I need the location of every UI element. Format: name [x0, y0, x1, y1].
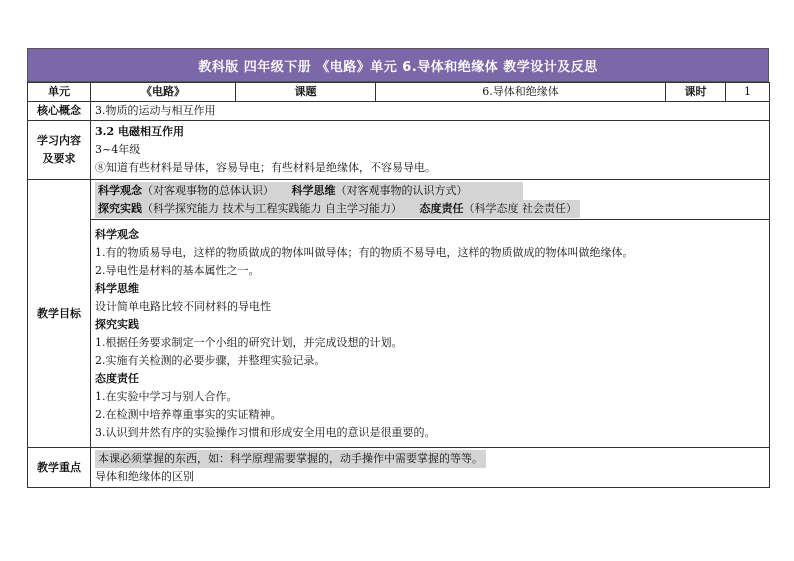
literacy-line2: [95, 200, 765, 218]
key-points-note-line: [95, 450, 765, 468]
requirements-content: [91, 121, 770, 180]
literacy-science-thinking: 科学思维: [291, 183, 336, 197]
goal-item: 1.在实验中学习与别人合作。: [95, 389, 238, 403]
requirements-label-line2: 及要求: [42, 152, 76, 165]
goal-item: 设计简单电路比较不同材料的导电性: [95, 299, 271, 313]
unit-value: 《电路》: [91, 83, 236, 102]
goal-heading: 科学思维: [95, 281, 139, 295]
goals-row: [28, 220, 770, 448]
requirements-line: ⑧知道有些材料是导体，容易导电；有些材料是绝缘体，不容易导电。: [95, 161, 436, 174]
literacy-line1: [95, 182, 765, 200]
requirements-line: 3.2 电磁相互作用: [95, 125, 184, 138]
goals-content: [91, 220, 770, 448]
hours-label: 课时: [666, 83, 726, 102]
literacy-science-thinking-desc: （对客观事物的认识方式）: [335, 183, 468, 197]
requirements-label-line1: 学习内容: [37, 134, 81, 147]
key-points-content: [91, 448, 770, 488]
goal-item: 2.实施有关检测的必要步骤，并整理实验记录。: [95, 353, 326, 367]
topic-label: 课题: [236, 83, 376, 102]
literacy-content: [91, 180, 770, 220]
literacy-science-concept: 科学观念: [98, 183, 142, 197]
banner-title: 教科版 四年级下册 《电路》单元 6.导体和绝缘体 教学设计及反思: [27, 48, 769, 82]
goal-item: 2.在检测中培养尊重事实的实证精神。: [95, 407, 282, 421]
lesson-plan-sheet: [27, 48, 769, 488]
goals-label: 教学目标: [28, 180, 91, 448]
goal-item: 3.认识到井然有序的实验操作习惯和形成安全用电的意识是很重要的。: [95, 425, 436, 439]
literacy-science-concept-desc: （对客观事物的总体认识）: [142, 183, 274, 197]
literacy-attitude: 态度责任: [419, 201, 464, 215]
key-points-note: 本课必须掌握的东西，如：科学原理需要掌握的，动手操作中需要掌握的等等。: [95, 450, 486, 468]
goal-item: 1.根据任务要求制定一个小组的研究计划，并完成设想的计划。: [95, 335, 403, 349]
requirements-label: [28, 121, 91, 180]
key-points-label: 教学重点: [28, 448, 91, 488]
key-points-value: 导体和绝缘体的区别: [95, 469, 194, 483]
core-label: 核心概念: [28, 102, 91, 121]
requirements-line: 3~4年级: [95, 143, 141, 156]
core-row: [28, 102, 770, 121]
lesson-plan-table: [27, 82, 770, 488]
literacy-attitude-desc: （科学态度 社会责任）: [463, 201, 577, 215]
literacy-row: [28, 180, 770, 220]
goal-item: 1.有的物质易导电，这样的物质做成的物体叫做导体；有的物质不易导电，这样的物质做成的物体叫做绝缘体。: [95, 245, 634, 259]
key-points-row: [28, 448, 770, 488]
topic-value: 6.导体和绝缘体: [376, 83, 666, 102]
literacy-inquiry: 探究实践: [98, 201, 142, 215]
goal-item: 2.导电性是材料的基本属性之一。: [95, 263, 260, 277]
unit-label: 单元: [28, 83, 91, 102]
hours-value: 1: [726, 83, 770, 102]
goal-heading: 探究实践: [95, 317, 139, 331]
header-row: [28, 83, 770, 102]
goal-heading: 科学观念: [95, 227, 139, 241]
literacy-inquiry-desc: （科学探究能力 技术与工程实践能力 自主学习能力）: [142, 201, 402, 215]
requirements-row: [28, 121, 770, 180]
core-value: 3.物质的运动与相互作用: [91, 102, 770, 121]
goal-heading: 态度责任: [95, 371, 139, 385]
